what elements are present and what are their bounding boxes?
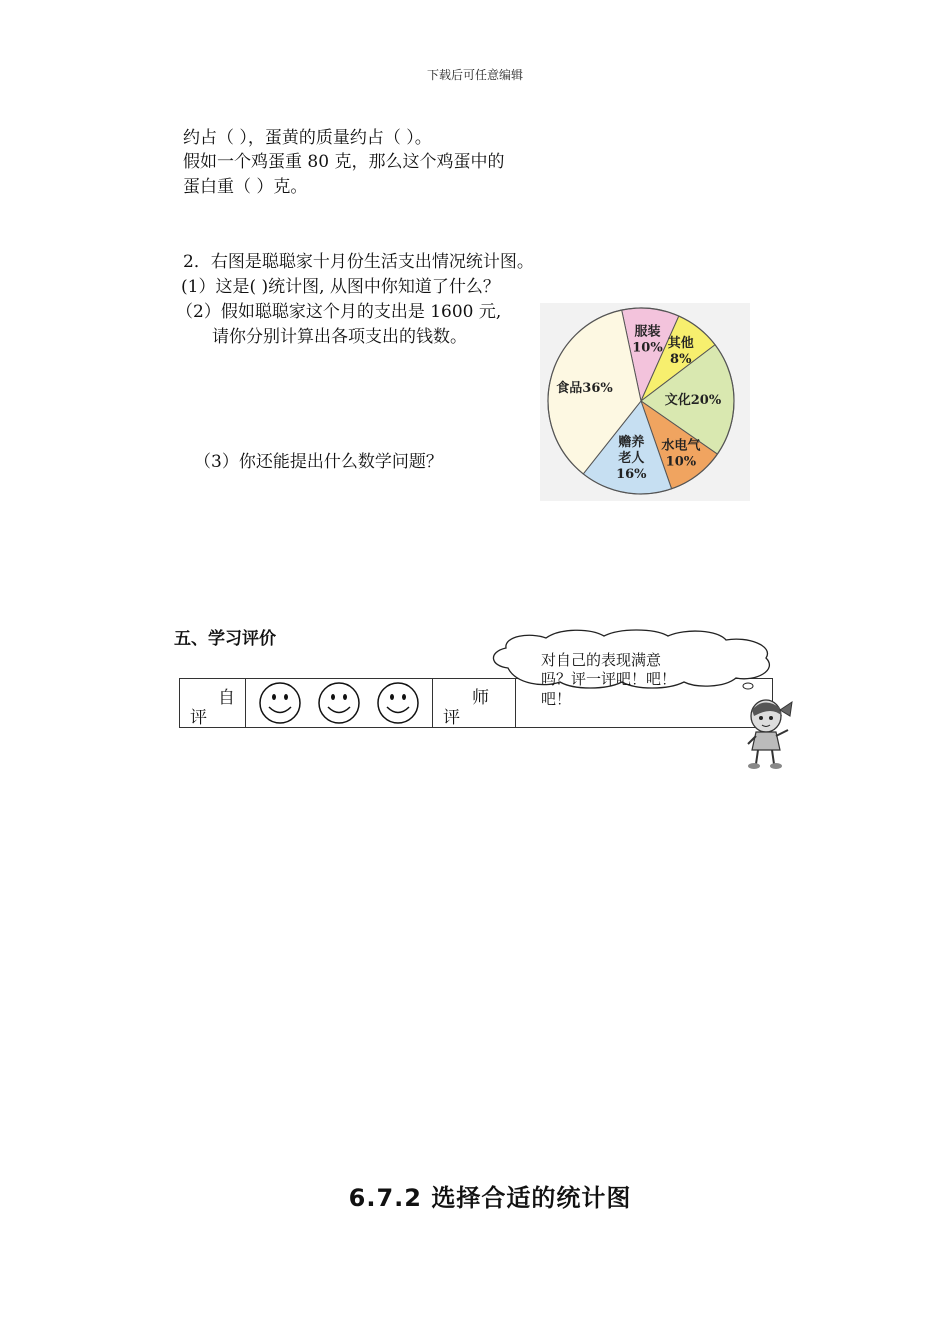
smiley-face-icon[interactable] xyxy=(257,681,303,725)
smiley-face-icon[interactable] xyxy=(316,681,362,725)
smiley-face-icon[interactable] xyxy=(375,681,421,725)
pie-label-5: 食品36% xyxy=(556,380,613,396)
pie-label-4: 赡养老人 16% xyxy=(616,435,647,483)
self-eval-label-top: 自 xyxy=(218,688,235,708)
bubble-line-2: 吗？评一评吧！吧！ xyxy=(541,670,677,688)
pie-label-0: 服装 10% xyxy=(632,324,663,356)
teacher-eval-label-bottom: 评 xyxy=(443,708,460,728)
self-eval-label-cell xyxy=(180,679,246,728)
q1-line1: 约占（ ），蛋黄的质量约占（ ）。 xyxy=(183,128,432,148)
q2-part1: (1）这是( )统计图, 从图中你知道了什么？ xyxy=(181,277,500,297)
self-eval-label-bottom: 评 xyxy=(190,708,207,728)
q1-line2: 假如一个鸡蛋重 80 克，那么这个鸡蛋中的 xyxy=(183,152,505,172)
pie-label-3: 水电气 10% xyxy=(661,438,701,470)
faces-cell xyxy=(246,679,433,728)
q1-line3: 蛋白重（ ）克。 xyxy=(183,177,308,197)
section-heading: 五、学习评价 xyxy=(174,629,276,649)
q2-part2-line1: （2）假如聪聪家这个月的支出是 1600 元, xyxy=(176,302,502,322)
q2-part2-line2: 请你分别计算出各项支出的钱数。 xyxy=(212,327,467,347)
section-title: 6.7.2 选择合适的统计图 xyxy=(348,1184,632,1212)
page-header: 下载后可任意编辑 xyxy=(426,68,523,82)
bubble-line-3: 吧！ xyxy=(541,690,572,708)
q2-part3: （3）你还能提出什么数学问题？ xyxy=(194,452,443,472)
pie-label-2: 文化20% xyxy=(664,392,722,408)
bubble-line-1: 对自己的表现满意 xyxy=(541,651,662,669)
pie-label-1: 其他 8% xyxy=(667,335,694,367)
teacher-eval-label-top: 师 xyxy=(472,688,489,708)
cartoon-girl-illustration xyxy=(742,694,808,772)
pie-chart xyxy=(540,303,750,501)
q2-intro: 2．右图是聪聪家十月份生活支出情况统计图。 xyxy=(183,252,534,272)
